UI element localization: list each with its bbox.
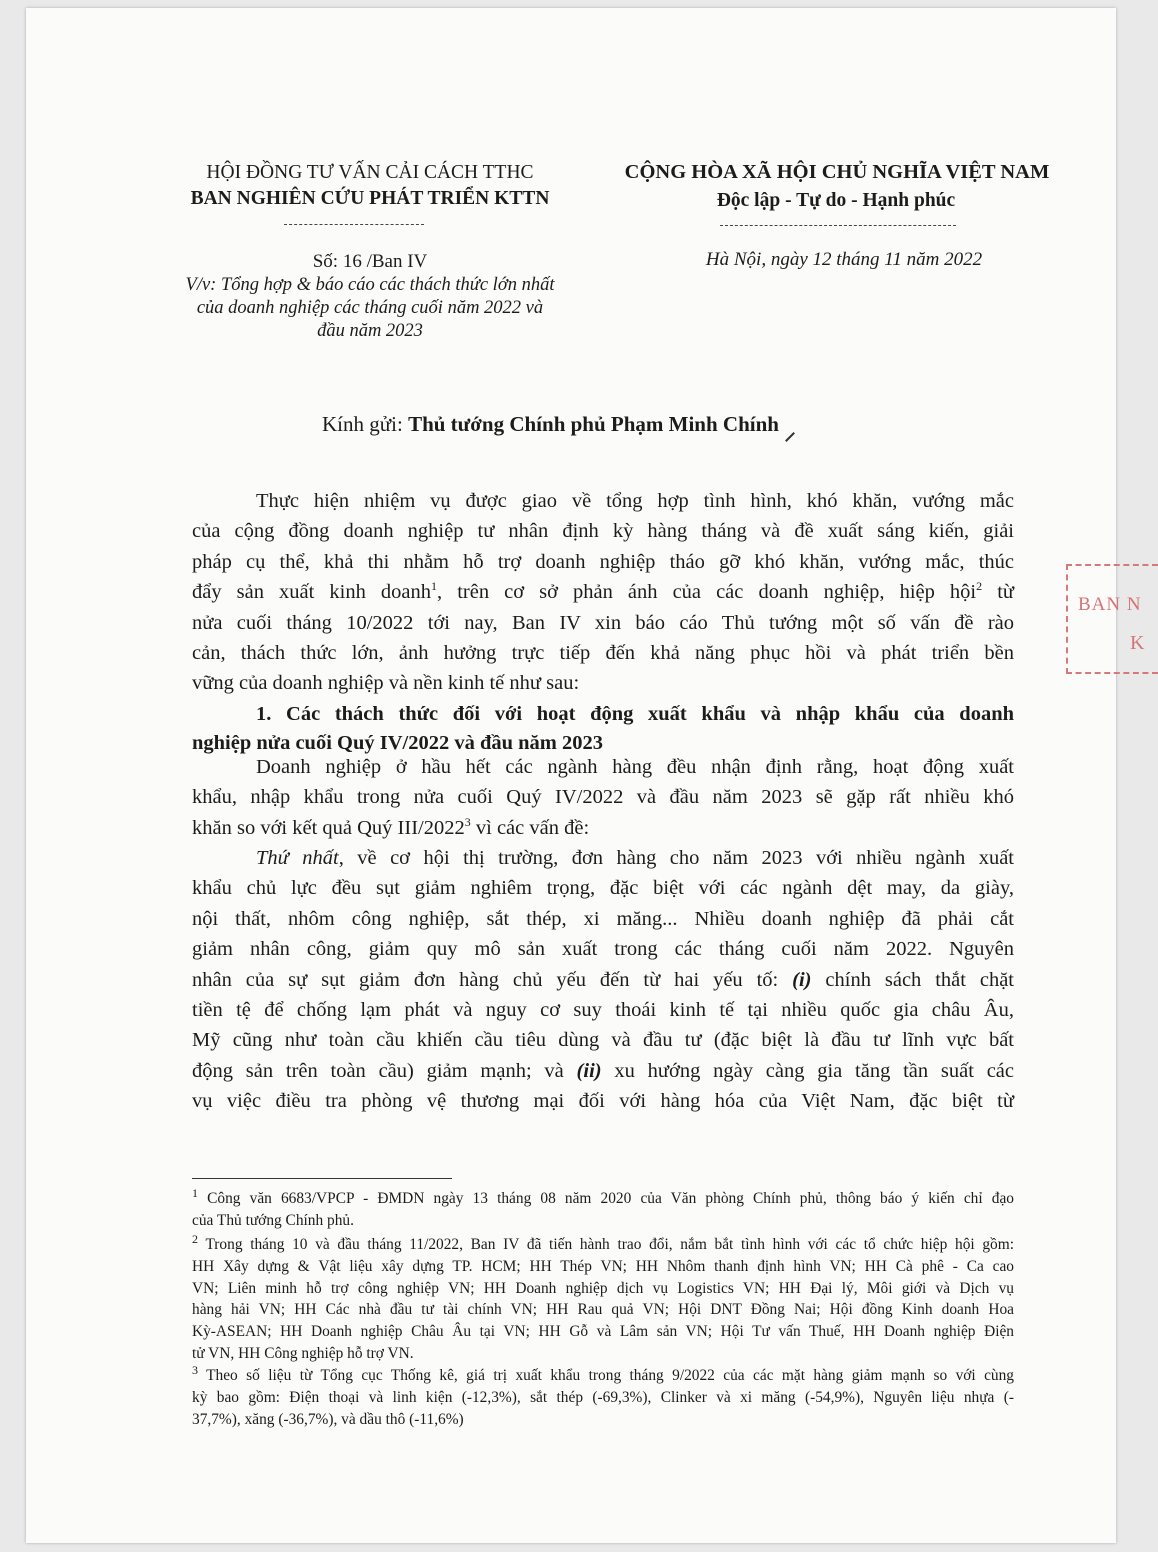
text-line: nửa cuối tháng 10/2022 tới nay, Ban IV xin báo cáo Thủ tướng một số vấn đề rào <box>192 611 1014 634</box>
section-1-heading <box>192 700 1014 758</box>
text-segment: nhân của sự sụt giảm đơn hàng chủ yếu đến từ hai yếu tố: <box>192 968 779 991</box>
footnote-line: hàng hải VN; HH Các nhà đầu tư tài chính VN; HH Rau quả VN; Hội DNT Đồng Nai; Hội đồng Kinh doanh Hoa <box>192 1301 1014 1319</box>
intro-paragraph <box>192 486 1014 699</box>
lead-term: Thứ nhất <box>256 847 339 869</box>
text-line: Thực hiện nhiệm vụ được giao về tổng hợp tình hình, khó khăn, vướng mắc <box>256 490 1014 512</box>
signature-mark <box>785 432 795 442</box>
stamp-text: K <box>1130 632 1145 654</box>
national-title: CỘNG HÒA XÃ HỘI CHỦ NGHĨA VIỆT NAM <box>624 161 1050 183</box>
footnote-line: HH Xây dựng & Vật liệu xây dựng TP. HCM; HH Thép VN; HH Nhôm thanh định hình VN; HH Cà phê - Ca cao <box>192 1257 1014 1275</box>
footnote-ref-1: 1 <box>431 579 438 594</box>
national-motto: Độc lập - Tự do - Hạnh phúc <box>716 190 956 211</box>
heading-line: nghiệp nửa cuối Quý IV/2022 và đầu năm 2023 <box>192 732 604 754</box>
marker-ii: (ii) <box>576 1059 602 1082</box>
paragraph-3 <box>192 843 1014 1117</box>
text-line: giảm nhân công, giảm quy mô sản xuất trong các tháng cuối năm 2022. Nguyên <box>192 938 1014 961</box>
salutation-prefix: Kính gửi: <box>322 412 403 436</box>
text-line <box>192 965 1014 995</box>
text-line <box>192 813 1014 843</box>
footnote-3 <box>192 1362 1014 1430</box>
stamp-text: BAN N <box>1078 594 1142 615</box>
subject-line: V/v: Tổng hợp & báo cáo các thách thức lớn nhất <box>185 275 555 295</box>
text-line: pháp cụ thể, khả thi nhằm hỗ trợ doanh nghiệp tháo gỡ khó khăn, vướng mắc, thúc <box>192 550 1014 573</box>
text-segment: Trong tháng 10 và đầu tháng 11/2022, Ban IV đã tiến hành trao đổi, nắm bắt tình hình với các tổ chức hiệp hội gồm: <box>205 1236 1015 1253</box>
text-line <box>192 1056 1014 1086</box>
right-header-divider <box>720 225 956 226</box>
footnote-line: của Thủ tướng Chính phủ. <box>192 1211 354 1229</box>
text-line: tiền tệ để chống lạm phát và nguy cơ suy thoái kinh tế tại nhiều quốc gia châu Âu, <box>192 999 1014 1022</box>
left-header-divider <box>284 224 424 225</box>
text-line: khẩu, nhập khẩu trong nửa cuối Quý IV/2022 và đầu năm 2023 sẽ gặp rất nhiều khó <box>192 786 1014 809</box>
footnote-ref-2: 2 <box>976 579 983 594</box>
text-line: nội thất, nhôm công nghiệp, sắt thép, xi măng... Nhiều doanh nghiệp đã phải cắt <box>192 907 1014 930</box>
footnote-line: Kỳ-ASEAN; HH Doanh nghiệp Châu Âu tại VN; HH Gỗ và Lâm sản VN; Hội Tư vấn Thuế, HH Doanh nghiệp Điện <box>192 1323 1014 1341</box>
footnote-2 <box>192 1231 1015 1365</box>
text-line: vững của doanh nghiệp và nền kinh tế như sau: <box>192 672 580 695</box>
footnote-line: tử VN, HH Công nghiệp hỗ trợ VN. <box>192 1344 414 1362</box>
text-line: Doanh nghiệp ở hầu hết các ngành hàng đều nhận định rằng, hoạt động xuất <box>256 756 1014 778</box>
footnote-1 <box>192 1185 1014 1232</box>
footnote-divider <box>192 1178 452 1179</box>
footnote-line <box>192 1185 1014 1210</box>
text-segment: từ <box>997 581 1015 604</box>
marker-i: (i) <box>792 968 812 991</box>
subject-line: đầu năm 2023 <box>317 321 423 341</box>
footnote-line <box>192 1362 1014 1387</box>
text-line: đẩy sản xuất kinh doanh$^1$, trên cơ sở phản ánh của các doanh nghiệp, hiệp hội$^2$ từ <box>192 579 1015 604</box>
issuer-council: HỘI ĐỒNG TƯ VẤN CẢI CÁCH TTHC <box>206 162 534 183</box>
footnote-line: VN; Liên minh hỗ trợ công nghiệp VN; HH Doanh nghiệp dịch vụ Logistics VN; HH Đại lý, Môi giới và Dịch vụ <box>192 1279 1014 1297</box>
text-segment: trên cơ sở phản ánh của các doanh nghiệp, hiệp hội <box>457 581 977 604</box>
text-segment: , về cơ hội thị trường, đơn hàng cho năm 2023 với nhiều ngành xuất <box>338 847 1014 869</box>
paragraph-2 <box>192 752 1014 843</box>
footnote-line <box>192 1231 1015 1256</box>
footnote-number: 2 <box>192 1231 198 1246</box>
text-line: của cộng đồng doanh nghiệp tư nhân định kỳ hàng tháng và đề xuất sáng kiến, giải <box>192 520 1014 543</box>
document-date: Hà Nội, ngày 12 tháng 11 năm 2022 <box>705 249 983 270</box>
document-number: Số: 16 /Ban IV <box>312 251 428 272</box>
document-subject <box>150 274 590 343</box>
text-segment: vì các vấn đề: <box>475 816 590 839</box>
text-segment: Công văn 6683/VPCP - ĐMDN ngày 13 tháng 08 năm 2020 của Văn phòng Chính phủ, thông báo ý kiến chỉ đạo <box>207 1190 1014 1207</box>
text-segment: đẩy sản xuất kinh doanh <box>192 581 432 604</box>
footnote-line: 37,7%), xăng (-36,7%), và dầu thô (-11,6%) <box>192 1410 464 1428</box>
salutation <box>322 412 779 437</box>
issuer-board: BAN NGHIÊN CỨU PHÁT TRIỂN KTTN <box>190 188 550 209</box>
red-stamp <box>1066 564 1158 674</box>
text-segment: khăn so với kết quả Quý III/2022 <box>192 816 465 839</box>
footnote-number: 1 <box>192 1185 198 1200</box>
text-segment: Theo số liệu từ Tổng cục Thống kê, giá trị xuất khẩu trong tháng 9/2022 của các mặt hàng giảm mạnh so với cùng <box>206 1367 1014 1384</box>
text-line: vụ việc điều tra phòng vệ thương mại đối với hàng hóa của Việt Nam, đặc biệt từ <box>192 1090 1014 1113</box>
document-page <box>26 8 1145 1543</box>
salutation-recipient: Thủ tướng Chính phủ Phạm Minh Chính <box>408 412 779 436</box>
text-line <box>192 843 1014 873</box>
footnote-line: kỳ bao gồm: Điện thoại và linh kiện (-12,3%), sắt thép (-69,3%), Clinker và xi măng (-54,9%), Nguyên liệu nhựa (- <box>192 1388 1014 1406</box>
text-line: Mỹ cũng như toàn cầu khiến cầu tiêu dùng và đầu tư (đặc biệt là đầu tư lĩnh vực bất <box>192 1029 1014 1052</box>
text-segment: động sản trên toàn cầu) giảm mạnh; và <box>192 1059 564 1082</box>
heading-line: 1. Các thách thức đối với hoạt động xuất khẩu và nhập khẩu của doanh <box>256 703 1014 725</box>
text-segment: xu hướng ngày càng gia tăng tần suất các <box>614 1059 1015 1082</box>
footnote-ref-3: 3 <box>464 814 471 829</box>
text-line: cản, thách thức lớn, ảnh hưởng trực tiếp đến khả năng phục hồi và phát triển bền <box>192 642 1014 665</box>
footnote-number: 3 <box>192 1362 198 1377</box>
subject-line: của doanh nghiệp các tháng cuối năm 2022 và <box>196 298 544 318</box>
text-line: khẩu chủ lực đều sụt giảm nghiêm trọng, đặc biệt với các ngành dệt may, da giày, <box>192 877 1014 900</box>
text-segment: chính sách thắt chặt <box>825 968 1015 991</box>
